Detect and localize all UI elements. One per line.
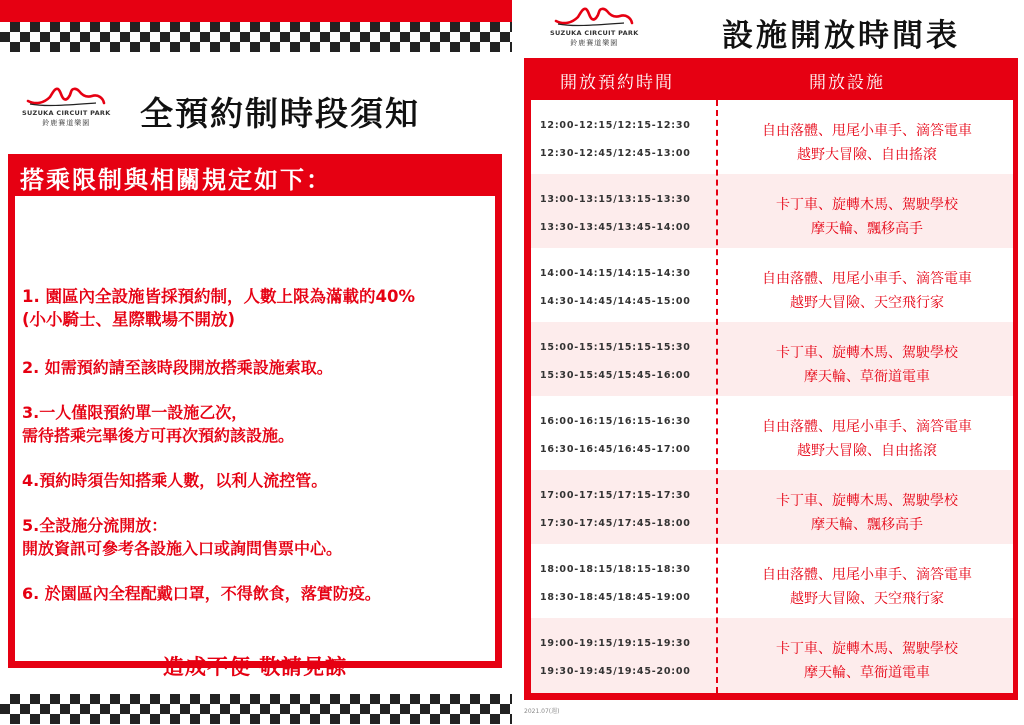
time-slot: 13:00-13:15/13:15-13:30 — [540, 194, 691, 205]
schedule-panel — [512, 0, 1024, 725]
page-title: 全預約制時段須知 — [140, 94, 420, 133]
logo-chinese-name: 鈴鹿賽道樂園 — [570, 39, 619, 47]
rule-item — [22, 356, 333, 379]
table-row — [531, 396, 1013, 470]
rules-box — [8, 154, 502, 679]
rule-line: 6. 於園區內全程配戴口罩，不得飲食，落實防疫。 — [22, 584, 381, 603]
table-row — [531, 248, 1013, 322]
logo-chinese-name: 鈴鹿賽道樂園 — [42, 119, 91, 127]
bottom-checker-stripe — [0, 694, 512, 724]
apology-text: 造成不便 敬請見諒 — [162, 655, 348, 679]
facility-list: 越野大冒險、自由搖滾 — [797, 443, 937, 459]
rule-item — [22, 514, 342, 560]
rule-line: 2. 如需預約請至該時段開放搭乘設施索取。 — [22, 358, 333, 377]
suzuka-logo — [22, 84, 111, 128]
time-slot: 14:30-14:45/14:45-15:00 — [540, 296, 691, 307]
facility-list: 卡丁車、旋轉木馬、駕駛學校 — [776, 493, 958, 509]
time-slot: 15:00-15:15/15:15-15:30 — [540, 342, 691, 353]
time-slot: 16:00-16:15/16:15-16:30 — [540, 416, 691, 427]
time-slot: 13:30-13:45/13:45-14:00 — [540, 222, 691, 233]
table-row — [531, 544, 1013, 618]
time-slot: 19:30-19:45/19:45-20:00 — [540, 666, 691, 677]
top-red-band — [0, 0, 512, 22]
time-slot: 16:30-16:45/16:45-17:00 — [540, 444, 691, 455]
schedule-table — [524, 58, 1018, 700]
facility-list: 卡丁車、旋轉木馬、駕駛學校 — [776, 641, 958, 657]
rule-line: 開放資訊可參考各設施入口或詢問售票中心。 — [22, 539, 343, 558]
time-slot: 12:30-12:45/12:45-13:00 — [540, 148, 691, 159]
column-header-facilities: 開放設施 — [809, 73, 885, 93]
rule-item — [22, 582, 381, 605]
rule-line: 4.預約時須告知搭乘人數，以利人流控管。 — [22, 471, 328, 490]
column-header-time: 開放預約時間 — [560, 73, 674, 93]
column-divider — [716, 100, 718, 693]
time-slot: 15:30-15:45/15:45-16:00 — [540, 370, 691, 381]
logo-english-name: SUZUKA CIRCUIT PARK — [22, 109, 111, 117]
facility-list: 卡丁車、旋轉木馬、駕駛學校 — [776, 345, 958, 361]
time-slot: 19:00-19:15/19:15-19:30 — [540, 638, 691, 649]
rule-line: 5.全設施分流開放： — [22, 516, 168, 535]
facility-list: 自由落體、甩尾小車手、滴答電車 — [762, 567, 972, 583]
rule-line: 3.一人僅限預約單一設施乙次， — [22, 403, 248, 422]
rule-line: (小小騎士、星際戰場不開放) — [22, 310, 236, 329]
rule-line: 需待搭乘完畢後方可再次預約該設施。 — [22, 426, 295, 445]
facility-list: 摩天輪、草衙道電車 — [804, 369, 930, 385]
suzuka-circuit-logo-icon — [24, 84, 108, 108]
schedule-title: 設施開放時間表 — [722, 18, 960, 54]
time-slot: 17:30-17:45/17:45-18:00 — [540, 518, 691, 529]
facility-list: 摩天輪、飄移高手 — [811, 517, 923, 533]
date-footnote: 2021.07(週) — [524, 708, 560, 715]
table-body — [531, 100, 1013, 693]
rule-item — [22, 469, 327, 492]
table-header — [524, 58, 1018, 100]
facility-list: 摩天輪、草衙道電車 — [804, 665, 930, 681]
facility-list: 越野大冒險、天空飛行家 — [790, 295, 944, 311]
table-row — [531, 322, 1013, 396]
rule-line: 1. 園區內全設施皆採預約制，人數上限為滿載的40% — [22, 287, 415, 306]
time-slot: 17:00-17:15/17:15-17:30 — [540, 490, 691, 501]
suzuka-logo — [550, 4, 639, 48]
rule-item — [22, 401, 294, 447]
facility-list: 摩天輪、飄移高手 — [811, 221, 923, 237]
rule-item — [22, 285, 415, 331]
time-slot: 12:00-12:15/12:15-12:30 — [540, 120, 691, 131]
table-row — [531, 100, 1013, 174]
table-row — [531, 618, 1013, 693]
facility-list: 越野大冒險、自由搖滾 — [797, 147, 937, 163]
table-row — [531, 470, 1013, 544]
time-slot: 18:00-18:15/18:15-18:30 — [540, 564, 691, 575]
table-row — [531, 174, 1013, 248]
facility-list: 卡丁車、旋轉木馬、駕駛學校 — [776, 197, 958, 213]
time-slot: 14:00-14:15/14:15-14:30 — [540, 268, 691, 279]
rules-header: 搭乘限制與相關規定如下： — [20, 166, 332, 194]
top-checker-stripe — [0, 22, 512, 52]
time-slot: 18:30-18:45/18:45-19:00 — [540, 592, 691, 603]
rules-list — [15, 196, 495, 679]
logo-english-name: SUZUKA CIRCUIT PARK — [550, 29, 639, 37]
facility-list: 自由落體、甩尾小車手、滴答電車 — [762, 123, 972, 139]
facility-list: 自由落體、甩尾小車手、滴答電車 — [762, 271, 972, 287]
facility-list: 自由落體、甩尾小車手、滴答電車 — [762, 419, 972, 435]
suzuka-circuit-logo-icon — [552, 4, 636, 28]
facility-list: 越野大冒險、天空飛行家 — [790, 591, 944, 607]
